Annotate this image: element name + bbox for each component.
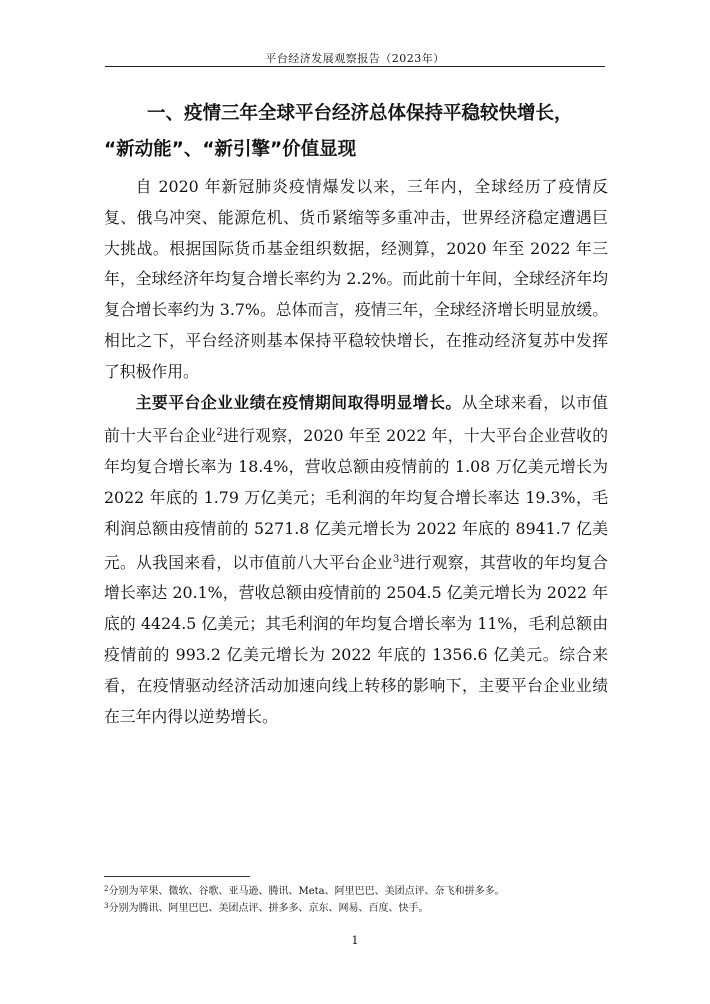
- section-heading: [104, 96, 604, 168]
- footnote-text: 分别为苹果、微软、谷歌、亚马逊、腾讯、Meta、阿里巴巴、美团点评、奈飞和拼多多。: [108, 886, 505, 897]
- footnote-2: [104, 882, 604, 899]
- paragraph-2-part-a: 从全球来看，以市值前十大平台企业: [104, 392, 608, 446]
- page-number: 1: [351, 934, 359, 947]
- section-heading-line1: 一、疫情三年全球平台经济总体保持平稳较快增长，: [147, 103, 573, 124]
- footnote-3: [104, 899, 604, 916]
- section-heading-line2: “新动能”、“新引擎”价值显现: [104, 139, 357, 160]
- footnote-rule: [104, 876, 250, 877]
- header-rule: [105, 66, 605, 67]
- footnotes: [104, 882, 604, 916]
- footnote-mark: 2: [104, 885, 109, 893]
- footnote-ref-3[interactable]: 3: [392, 553, 400, 565]
- footnote-ref-2[interactable]: 2: [216, 427, 223, 439]
- footnote-mark: 3: [104, 902, 109, 910]
- paragraph-1: 自 2020 年新冠肺炎疫情爆发以来，三年内，全球经历了疫情反复、俄乌冲突、能源危机、货币紧缩等多重冲击，世界经济稳定遭遇巨大挑战。根据国际货币基金组织数据，经测算，2020 年至 2022 年三年，全球经济年均复合增长率约为 2.2%。而此前十年间，全球经济年均复合增长率约为 3.7%。总体而言，疫情三年，全球经济增长明显放缓。相比之下，平台经济则基本保持平稳较快增长，在推动经济复苏中发挥了积极作用。: [104, 177, 608, 381]
- running-header: 平台经济发展观察报告（2023年）: [265, 52, 445, 65]
- paragraph-2-part-b: 进行观察，2020 年至 2022 年，十大平台企业营收的年均复合增长率为 18.4%，营收总额由疫情前的 1.08 万亿美元增长为 2022 年底的 1.79 万亿美元；毛利润的年均复合增长率达 19.3%，毛利润总额由疫情前的 5271.8 亿美元增长为 2022 年底的 8941.7 亿美元。从我国来看，以市值前八大平台企业: [104, 426, 608, 572]
- footnote-text: 分别为腾讯、阿里巴巴、美团点评、拼多多、京东、网易、百度、快手。: [108, 903, 429, 914]
- body-text: [104, 172, 608, 732]
- paragraph-2-lead: 主要平台企业业绩在疫情期间取得明显增长。: [135, 392, 462, 412]
- paragraph-2: [104, 388, 608, 733]
- paragraph-2-part-c: 进行观察，其营收的年均复合增长率达 20.1%，营收总额由疫情前的 2504.5 亿美元增长为 2022 年底的 4424.5 亿美元；其毛利润的年均复合增长率为 11%，毛利总额由疫情前的 993.2 亿美元增长为 2022 年底的 1356.6 亿美元。综合来看，在疫情驱动经济活动加速向线上转移的影响下，主要平台企业业绩在三年内得以逆势增长。: [104, 552, 608, 726]
